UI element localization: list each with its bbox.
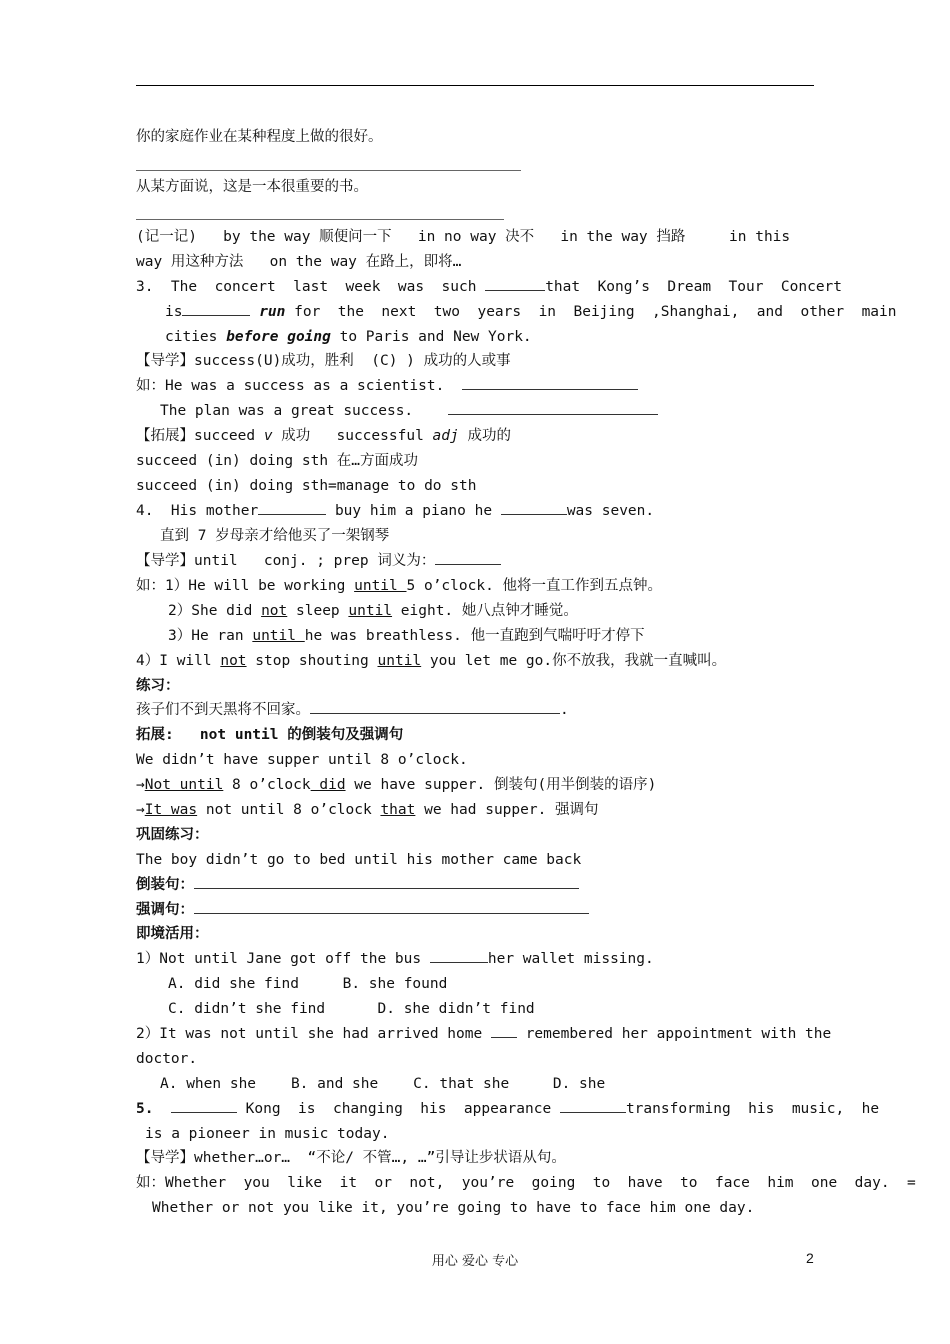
text: that Kong’s Dream Tour Concert (545, 279, 843, 295)
emphasis-example (136, 801, 599, 819)
text: you let me go.你不放我，我就一直喊叫。 (421, 653, 727, 669)
not-until-base: We didn’t have supper until 8 o’clock. (136, 752, 468, 768)
whether-example-2: Whether or not you like it, you’re going to have to face him one day. (152, 1200, 755, 1216)
text: 【导学】until conj. ; prep 词义为： (136, 553, 436, 569)
question-2 (136, 1025, 831, 1043)
apply-heading: 即境活用： (136, 926, 209, 942)
underlined: It was (144, 802, 198, 818)
blank (462, 377, 638, 390)
item-3-line-2 (165, 303, 897, 321)
item-3-line-3 (165, 328, 532, 346)
text: eight. 她八点钟才睡觉。 (392, 603, 578, 619)
text: we have supper. 倒装句(用半倒装的语序) (345, 777, 657, 793)
blank (182, 303, 250, 316)
item-5-line-1 (136, 1100, 879, 1118)
blank (310, 701, 560, 714)
text: he was breathless. 他一直跑到气喘吁吁才停下 (304, 628, 645, 644)
memo-line-1: (记一记) by the way 顺便问一下 in no way 决不 in the way 挡路 in this (136, 229, 791, 245)
text: sleep (287, 603, 349, 619)
memo-line-2: way 用这种方法 on the way 在路上，即将… (136, 254, 462, 270)
text: The plan was a great success. (160, 403, 414, 419)
consolidation-heading: 巩固练习： (136, 827, 209, 843)
text: 如：1）He will be working (136, 578, 355, 594)
blank (194, 901, 589, 914)
guide-whether: 【导学】whether…or… “不论/ 不管…, …”引导让步状语从句。 (136, 1150, 566, 1166)
underlined: until (348, 603, 393, 619)
label: 强调句： (136, 902, 194, 918)
text: cities (165, 329, 227, 345)
guide-success: 【导学】success(U)成功，胜利 (C) ) 成功的人或事 (136, 353, 511, 369)
emphasis-answer (136, 901, 589, 919)
text: 如：He was a success as a scientist. (136, 378, 445, 394)
bold-word: run (259, 304, 286, 320)
question-1 (136, 950, 654, 968)
text: 8 o’clock (223, 777, 311, 793)
arrow: → (136, 777, 145, 793)
underlined: until (377, 653, 422, 669)
underlined: not (261, 603, 288, 619)
prompt-line-1: 你的家庭作业在某种程度上做的很好。 (136, 129, 383, 145)
prompt-line-2: 从某方面说，这是一本很重要的书。 (136, 179, 368, 195)
item-4-line-2: 直到 7 岁母亲才给他买了一架钢琴 (160, 528, 390, 544)
underlined: until (354, 578, 407, 594)
item-3-line-1 (136, 278, 842, 296)
blank (448, 402, 658, 415)
answer-line-1 (136, 170, 521, 171)
text: 3）He ran (168, 628, 253, 644)
text: transforming his music, he (625, 1101, 880, 1117)
text: 3. The concert last week was such (136, 279, 486, 295)
text: to Paris and New York. (330, 329, 532, 345)
header-rule (136, 85, 814, 86)
text: 4. His mother (136, 503, 259, 519)
text: 【拓展】succeed (136, 428, 264, 444)
text: 2）It was not until she had arrived home (136, 1026, 491, 1042)
text: Kong is changing his appearance (236, 1101, 560, 1117)
underlined: Not until (144, 777, 224, 793)
inversion-example (136, 776, 656, 794)
pos: v (263, 428, 273, 444)
blank (171, 1100, 237, 1113)
bold-word: before going (226, 329, 331, 345)
text: 成功的 (458, 428, 511, 444)
question-1-options-b: C. didn’t she find D. she didn’t find (168, 1001, 535, 1017)
blank (501, 502, 567, 515)
extend-not-until-heading: 拓展: not until 的倒装句及强调句 (136, 727, 404, 743)
page-number: 2 (806, 1250, 814, 1266)
guide-until (136, 552, 501, 570)
text: remembered her appointment with the (516, 1026, 832, 1042)
question-2-cont: doctor. (136, 1051, 198, 1067)
until-example-3 (168, 627, 645, 645)
text: 2）She did (168, 603, 262, 619)
item-4-line-1 (136, 502, 654, 520)
inversion-answer (136, 876, 579, 894)
answer-line-2 (136, 219, 504, 220)
practice-heading: 练习： (136, 678, 180, 694)
example-success-2 (160, 402, 658, 420)
text: her wallet missing. (487, 951, 654, 967)
until-example-1 (136, 577, 662, 595)
blank (491, 1025, 517, 1038)
blank (430, 950, 488, 963)
underlined: did (310, 777, 346, 793)
footer-motto: 用心 爱心 专心 (431, 1254, 519, 1269)
blank (485, 278, 545, 291)
underlined: not (220, 653, 247, 669)
item-number: 5. (136, 1101, 154, 1117)
until-example-4 (136, 652, 726, 670)
underlined: that (380, 802, 416, 818)
text: 1）Not until Jane got off the bus (136, 951, 430, 967)
blank (258, 502, 326, 515)
whether-example-1: 如：Whether you like it or not, you’re going to have to face him one day. = (136, 1175, 916, 1191)
text: is (165, 304, 183, 320)
blank (560, 1100, 626, 1113)
text: 5 o’clock. 他将一直工作到五点钟。 (406, 578, 663, 594)
until-example-2 (168, 602, 578, 620)
succeed-line-1: succeed (in) doing sth 在…方面成功 (136, 453, 419, 469)
text: 4）I will (136, 653, 221, 669)
text: buy him a piano he (326, 503, 501, 519)
blank (435, 552, 501, 565)
question-2-options: A. when she B. and she C. that she D. she (160, 1076, 606, 1092)
item-5-line-2: is a pioneer in music today. (145, 1126, 390, 1142)
extend-succeed (136, 427, 511, 445)
blank (194, 876, 579, 889)
text: for the next two years in Beijing ,Shanghai, and other main (285, 304, 897, 320)
consolidation-sentence: The boy didn’t go to bed until his mother came back (136, 852, 582, 868)
question-1-options-a: A. did she find B. she found (168, 976, 448, 992)
practice-line: 孩子们不到天黑将不回家。 . (136, 702, 569, 718)
example-success-1 (136, 377, 638, 395)
arrow: → (136, 802, 145, 818)
text: was seven. (566, 503, 655, 519)
text: we had supper. 强调句 (415, 802, 599, 818)
text: 成功 successful (272, 428, 433, 444)
label: 倒装句： (136, 877, 194, 893)
text: 孩子们不到天黑将不回家。 (136, 702, 310, 718)
pos: adj (432, 428, 459, 444)
succeed-line-2: succeed (in) doing sth=manage to do sth (136, 478, 477, 494)
text: not until 8 o’clock (197, 802, 381, 818)
text: stop shouting (246, 653, 378, 669)
underlined: until (252, 628, 305, 644)
